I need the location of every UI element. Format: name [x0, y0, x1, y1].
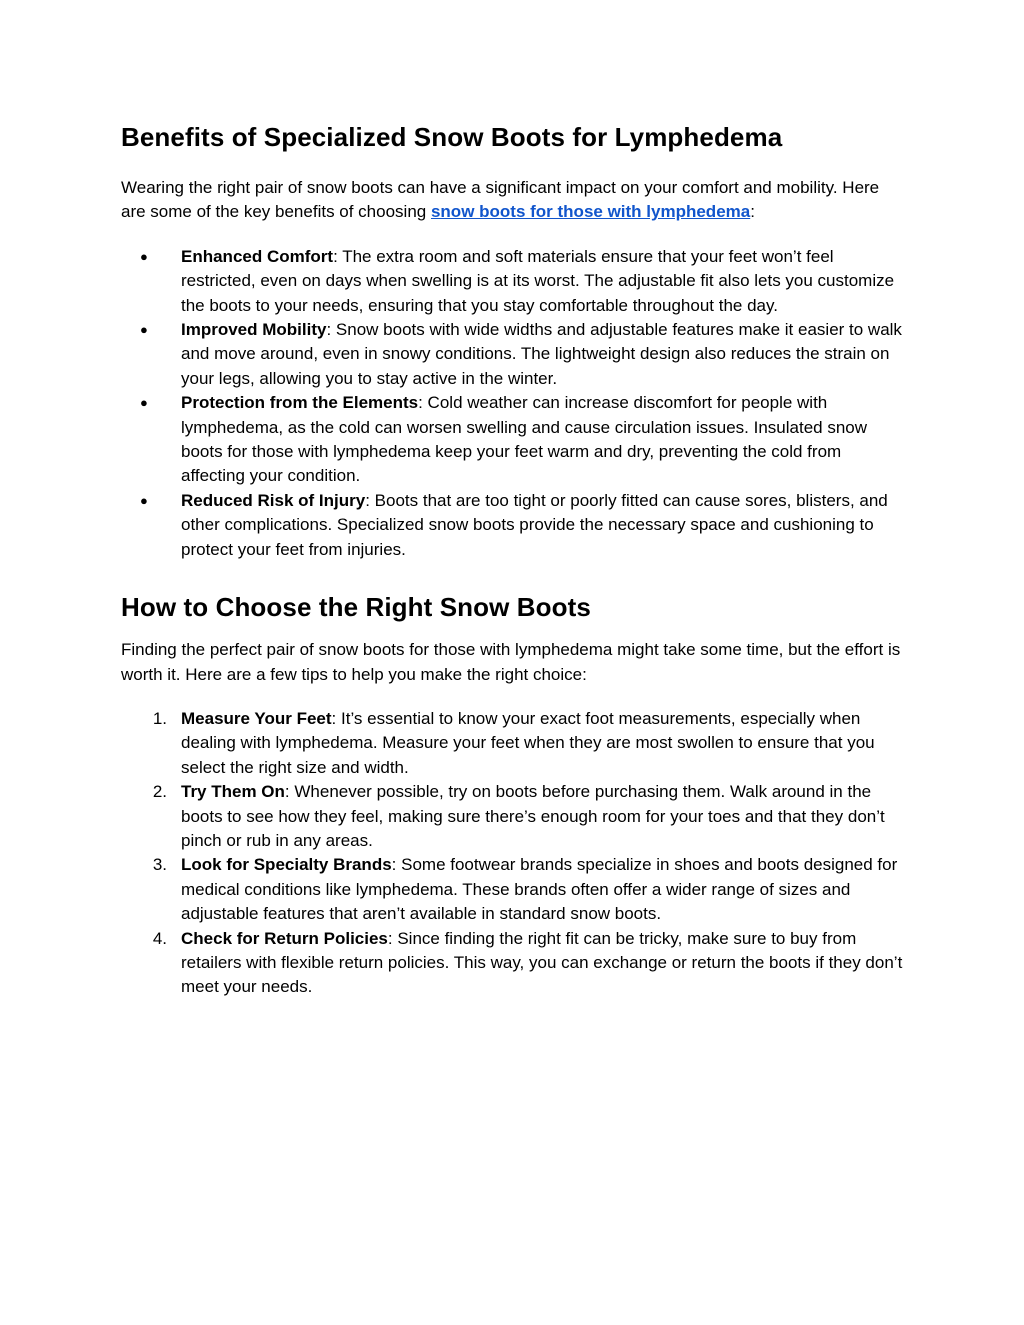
item-text: : Boots that are too tight or poorly fitted can cause sores, blisters, and other complications. Specialized snow boots provide the necessary space and cushioning to protect your feet from injuries. — [181, 490, 888, 559]
benefits-intro-text: Wearing the right pair of snow boots can have a significant impact on your comfort and mobility. Here are some of the key benefits of choosing — [121, 178, 880, 222]
item-text: : Cold weather can increase discomfort for people with lymphedema, as the cold can worsen swelling and cause circulation issues. Insulated snow boots for those with lymphedema keep your feet warm and dry, preventing the cold from affecting your condition. — [181, 393, 868, 486]
item-title: Look for Specialty Brands — [181, 855, 392, 875]
list-item — [121, 780, 906, 853]
benefits-list — [121, 245, 906, 562]
bullet-icon: ● — [140, 492, 148, 508]
bullet-icon: ● — [140, 395, 148, 411]
list-item — [121, 245, 906, 318]
item-title: Measure Your Feet — [181, 708, 332, 728]
benefits-intro-paragraph — [121, 176, 906, 225]
document-page — [121, 118, 906, 1000]
list-item — [121, 853, 906, 926]
item-text: : Snow boots with wide widths and adjustable features make it easier to walk and move around, even in snowy conditions. The lightweight design also reduces the strain on your legs, allowing you to stay active in the winter. — [181, 320, 902, 388]
section-heading-choose: How to Choose the Right Snow Boots — [121, 592, 591, 623]
list-item — [121, 927, 906, 1000]
item-title: Try Them On — [181, 782, 285, 802]
item-text: : Some footwear brands specialize in shoes and boots designed for medical conditions like lymphedema. These brands often offer a wider range of sizes and adjustable features that aren’t available in standard snow boots. — [181, 855, 898, 924]
list-item — [121, 707, 906, 780]
section-heading-benefits: Benefits of Specialized Snow Boots for Lymphedema — [121, 122, 783, 152]
bullet-icon: ● — [140, 248, 148, 264]
item-title: Enhanced Comfort — [181, 246, 334, 266]
list-item — [121, 489, 906, 562]
bullet-icon: ● — [140, 322, 148, 338]
item-text: : The extra room and soft materials ensure that your feet won’t feel restricted, even on days when swelling is at its worst. The adjustable fit also lets you customize the boots to your needs, ensuring that you stay comfortable throughout the day. — [181, 246, 895, 315]
item-title: Check for Return Policies — [181, 928, 388, 948]
choose-intro-paragraph: Finding the perfect pair of snow boots for those with lymphedema might take some time, but the effort is worth it. Here are a few tips to help you make the right choice: — [121, 640, 901, 684]
item-text: : It’s essential to know your exact foot measurements, especially when dealing with lymphedema. Measure your feet when they are most swollen to ensure that you select the right size and width. — [181, 708, 875, 777]
item-title: Protection from the Elements — [181, 393, 419, 413]
item-number: 2. — [152, 782, 167, 802]
item-title: Improved Mobility — [181, 320, 327, 340]
item-number: 1. — [152, 708, 167, 728]
item-number: 3. — [152, 855, 167, 875]
list-item — [121, 391, 906, 489]
item-text: : Since finding the right fit can be tricky, make sure to buy from retailers with flexible return policies. This way, you can exchange or return the boots if they don’t meet your needs. — [181, 928, 903, 997]
tips-list — [121, 707, 906, 1000]
list-item — [121, 318, 906, 391]
snow-boots-link[interactable]: snow boots for those with lymphedema — [430, 202, 751, 222]
item-number: 4. — [152, 928, 167, 948]
item-title: Reduced Risk of Injury — [181, 490, 366, 510]
item-text: : Whenever possible, try on boots before purchasing them. Walk around in the boots to see how they feel, making sure there’s enough room for your toes and that they don’t pinch or rub in any areas. — [181, 782, 885, 850]
benefits-intro-end: : — [750, 202, 755, 222]
